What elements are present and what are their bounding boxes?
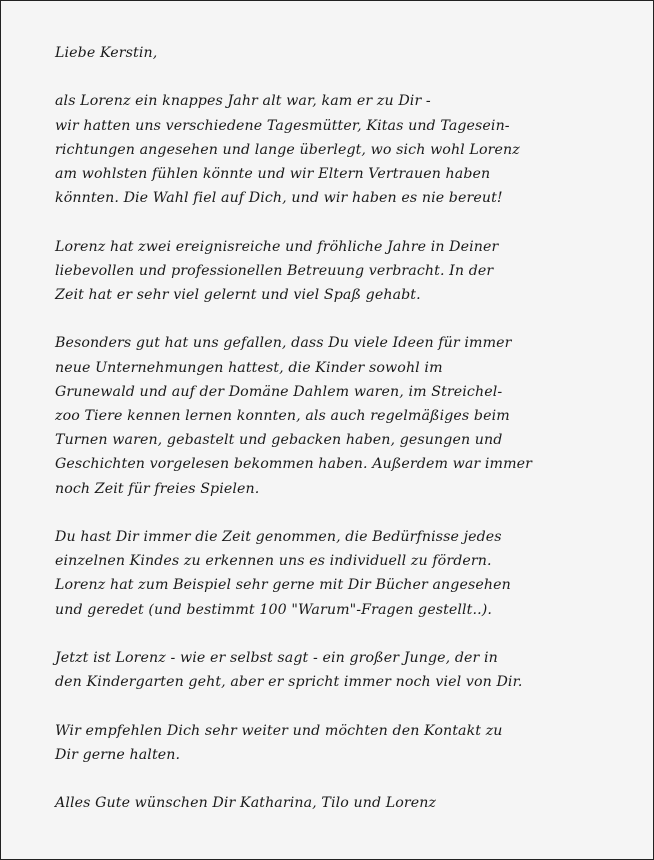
text-line: neue Unternehmungen hattest, die Kinder sowohl im [55, 359, 443, 376]
text-line: zoo Tiere kennen lernen konnten, als auch regelmäßiges beim [55, 408, 510, 424]
paragraph-recommendation [55, 719, 615, 767]
text-line: am wohlsten fühlen könnte und wir Eltern Vertrauen haben [55, 166, 491, 182]
text-line: Grunewald und auf der Domäne Dahlem waren, im Streichel- [55, 383, 503, 400]
paragraph-activities [55, 331, 615, 500]
text-line: als Lorenz ein knappes Jahr alt war, kam er zu Dir - [55, 93, 431, 110]
text-line: Geschichten vorgelesen bekommen haben. Außerdem war immer [55, 456, 533, 473]
text-line: wir hatten uns verschiedene Tagesmütter, Kitas und Tagesein- [55, 117, 510, 134]
paragraph-two-years [55, 235, 615, 308]
text-line: Besonders gut hat uns gefallen, dass Du viele Ideen für immer [55, 335, 512, 352]
closing-signature: Alles Gute wünschen Dir Katharina, Tilo und Lorenz [55, 795, 437, 812]
paragraph-arrival [55, 89, 615, 210]
text-line: noch Zeit für freies Spielen. [55, 480, 260, 497]
text-line: und geredet (und bestimmt 100 "Warum"-Fragen gestellt..). [55, 601, 492, 618]
text-line: einzelnen Kindes zu erkennen uns es individuell zu fördern. [55, 553, 492, 570]
text-line: könnten. Die Wahl fiel auf Dich, und wir haben es nie bereut! [55, 190, 503, 207]
text-line: Lorenz hat zum Beispiel sehr gerne mit Dir Bücher angesehen [55, 577, 511, 594]
text-line: Turnen waren, gebastelt und gebacken haben, gesungen und [55, 432, 503, 449]
text-line: liebevollen und professionellen Betreuung verbracht. In der [55, 262, 494, 279]
text-line: Zeit hat er sehr viel gelernt und viel Spaß gehabt. [55, 287, 421, 303]
paragraph-needs [55, 525, 615, 622]
letter-body [55, 41, 615, 815]
salutation: Liebe Kerstin, [55, 45, 158, 61]
text-line: Dir gerne halten. [55, 746, 181, 763]
text-line: Jetzt ist Lorenz - wie er selbst sagt - ein großer Junge, der in [55, 650, 498, 666]
text-line: Du hast Dir immer die Zeit genommen, die Bedürfnisse jedes [55, 529, 502, 545]
text-line: richtungen angesehen und lange überlegt, wo sich wohl Lorenz [55, 141, 520, 158]
text-line: Wir empfehlen Dich sehr weiter und möchten den Kontakt zu [55, 722, 503, 739]
paragraph-now [55, 646, 615, 694]
text-line: Lorenz hat zwei ereignisreiche und fröhliche Jahre in Deiner [55, 238, 499, 255]
text-line: den Kindergarten geht, aber er spricht immer noch viel von Dir. [55, 674, 523, 691]
